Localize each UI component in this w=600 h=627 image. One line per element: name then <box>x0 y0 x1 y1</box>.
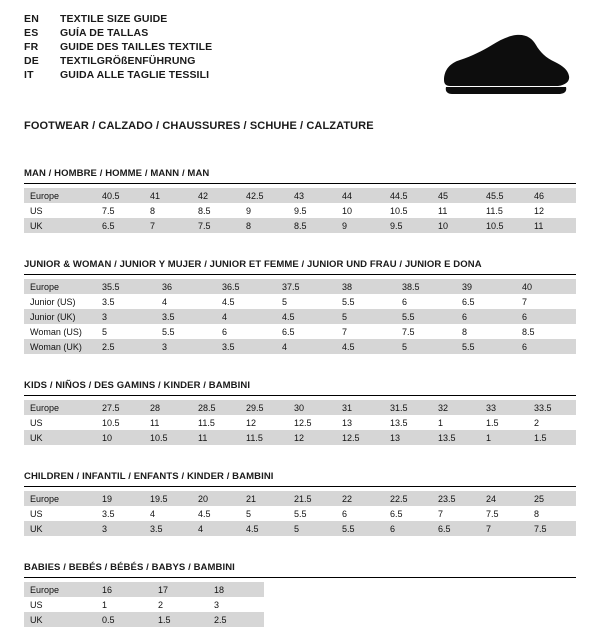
size-cell: 5 <box>336 309 396 324</box>
language-row <box>24 28 212 42</box>
size-group <box>24 259 576 354</box>
size-cell: 5.5 <box>396 309 456 324</box>
size-cell: 27.5 <box>96 400 144 415</box>
size-cell: 3.5 <box>96 294 156 309</box>
language-title: GUIDA ALLE TAGLIE TESSILI <box>60 69 210 81</box>
size-group <box>24 562 576 627</box>
size-cell: 40 <box>516 279 576 294</box>
size-cell: 33.5 <box>528 400 576 415</box>
size-cell: 8.5 <box>516 324 576 339</box>
row-label: UK <box>24 430 96 445</box>
size-cell: 6 <box>516 309 576 324</box>
size-cell: 33 <box>480 400 528 415</box>
size-cell: 12 <box>240 415 288 430</box>
table-row <box>24 597 264 612</box>
size-cell: 25 <box>528 491 576 506</box>
size-group-title: CHILDREN / INFANTIL / ENFANTS / KINDER / BAMBINI <box>24 471 576 487</box>
row-label: Woman (UK) <box>24 339 96 354</box>
table-row <box>24 203 576 218</box>
size-cell: 6.5 <box>432 521 480 536</box>
category-title: FOOTWEAR / CALZADO / CHAUSSURES / SCHUHE / CALZATURE <box>24 120 374 132</box>
row-label: US <box>24 415 96 430</box>
size-cell: 42 <box>192 188 240 203</box>
size-cell: 5 <box>288 521 336 536</box>
size-cell: 13 <box>384 430 432 445</box>
size-cell: 11 <box>144 415 192 430</box>
size-cell: 31.5 <box>384 400 432 415</box>
size-cell: 39 <box>456 279 516 294</box>
size-cell: 3.5 <box>144 521 192 536</box>
size-cell: 5.5 <box>336 294 396 309</box>
table-row <box>24 430 576 445</box>
size-cell: 17 <box>152 582 208 597</box>
size-cell: 9 <box>240 203 288 218</box>
size-cell: 4 <box>144 506 192 521</box>
language-code: ES <box>24 27 39 39</box>
size-cell: 0.5 <box>96 612 152 627</box>
size-cell: 18 <box>208 582 264 597</box>
size-cell: 7 <box>336 324 396 339</box>
size-cell: 9 <box>336 218 384 233</box>
size-cell: 35.5 <box>96 279 156 294</box>
size-cell: 3.5 <box>96 506 144 521</box>
table-row <box>24 582 264 597</box>
size-cell: 40.5 <box>96 188 144 203</box>
size-cell: 10 <box>336 203 384 218</box>
table-row <box>24 294 576 309</box>
size-cell: 3.5 <box>156 309 216 324</box>
size-cell: 12.5 <box>288 415 336 430</box>
table-row <box>24 324 576 339</box>
language-code: EN <box>24 13 39 25</box>
size-cell: 12.5 <box>336 430 384 445</box>
size-cell: 5.5 <box>156 324 216 339</box>
table-row <box>24 309 576 324</box>
language-code: IT <box>24 69 34 81</box>
size-cell: 7.5 <box>528 521 576 536</box>
size-cell: 22 <box>336 491 384 506</box>
size-cell: 1 <box>432 415 480 430</box>
size-cell: 38 <box>336 279 396 294</box>
size-group-title: BABIES / BEBÉS / BÉBÉS / BABYS / BAMBINI <box>24 562 576 578</box>
size-cell: 7 <box>516 294 576 309</box>
row-label: UK <box>24 612 96 627</box>
size-cell: 21 <box>240 491 288 506</box>
size-cell: 7.5 <box>396 324 456 339</box>
size-cell: 7 <box>144 218 192 233</box>
row-label: Europe <box>24 582 96 597</box>
row-label: Junior (US) <box>24 294 96 309</box>
size-cell: 5 <box>276 294 336 309</box>
size-cell: 1 <box>480 430 528 445</box>
table-row <box>24 218 576 233</box>
size-group-title: JUNIOR & WOMAN / JUNIOR Y MUJER / JUNIOR ET FEMME / JUNIOR UND FRAU / JUNIOR E DONA <box>24 259 576 275</box>
size-cell: 10.5 <box>96 415 144 430</box>
language-row <box>24 42 212 56</box>
size-cell: 6.5 <box>276 324 336 339</box>
size-cell: 8.5 <box>288 218 336 233</box>
size-cell: 10 <box>96 430 144 445</box>
size-cell: 21.5 <box>288 491 336 506</box>
row-label: UK <box>24 218 96 233</box>
language-title-list-body <box>24 14 212 84</box>
row-label: Woman (US) <box>24 324 96 339</box>
size-cell: 30 <box>288 400 336 415</box>
language-title: TEXTILGRÖßENFÜHRUNG <box>60 55 196 67</box>
size-groups <box>24 168 576 627</box>
size-cell: 6 <box>396 294 456 309</box>
size-cell: 5.5 <box>336 521 384 536</box>
size-table <box>24 491 576 536</box>
size-cell: 8 <box>528 506 576 521</box>
size-table <box>24 188 576 233</box>
size-cell: 37.5 <box>276 279 336 294</box>
size-cell: 5 <box>240 506 288 521</box>
language-code: FR <box>24 41 39 53</box>
size-cell: 22.5 <box>384 491 432 506</box>
size-cell: 4.5 <box>336 339 396 354</box>
table-row <box>24 339 576 354</box>
size-cell: 4.5 <box>192 506 240 521</box>
size-cell: 6 <box>336 506 384 521</box>
size-cell: 10.5 <box>480 218 528 233</box>
size-cell: 44.5 <box>384 188 432 203</box>
size-cell: 41 <box>144 188 192 203</box>
size-cell: 8 <box>240 218 288 233</box>
language-row <box>24 70 212 84</box>
size-cell: 45 <box>432 188 480 203</box>
size-cell: 5 <box>96 324 156 339</box>
size-cell: 11 <box>432 203 480 218</box>
size-cell: 2.5 <box>96 339 156 354</box>
size-cell: 46 <box>528 188 576 203</box>
size-cell: 3.5 <box>216 339 276 354</box>
language-row <box>24 56 212 70</box>
size-cell: 11.5 <box>480 203 528 218</box>
size-cell: 45.5 <box>480 188 528 203</box>
page-header <box>24 14 576 104</box>
size-cell: 11.5 <box>192 415 240 430</box>
size-cell: 3 <box>96 309 156 324</box>
size-cell: 32 <box>432 400 480 415</box>
size-cell: 1.5 <box>152 612 208 627</box>
size-table <box>24 400 576 445</box>
language-title: GUIDE DES TAILLES TEXTILE <box>60 41 213 53</box>
size-cell: 4.5 <box>240 521 288 536</box>
size-cell: 5.5 <box>456 339 516 354</box>
size-cell: 4 <box>276 339 336 354</box>
table-row <box>24 612 264 627</box>
size-cell: 6 <box>516 339 576 354</box>
size-group <box>24 168 576 233</box>
table-row <box>24 506 576 521</box>
size-cell: 19.5 <box>144 491 192 506</box>
table-row <box>24 188 576 203</box>
size-cell: 1.5 <box>528 430 576 445</box>
size-cell: 12 <box>528 203 576 218</box>
language-title: TEXTILE SIZE GUIDE <box>60 13 168 25</box>
size-cell: 6.5 <box>96 218 144 233</box>
table-row <box>24 521 576 536</box>
language-title-list <box>24 14 212 84</box>
size-cell: 23.5 <box>432 491 480 506</box>
size-cell: 11.5 <box>240 430 288 445</box>
size-cell: 11 <box>192 430 240 445</box>
size-cell: 10 <box>432 218 480 233</box>
size-cell: 7.5 <box>96 203 144 218</box>
row-label: Europe <box>24 279 96 294</box>
size-cell: 7.5 <box>480 506 528 521</box>
size-cell: 4 <box>156 294 216 309</box>
size-cell: 3 <box>156 339 216 354</box>
size-cell: 42.5 <box>240 188 288 203</box>
size-cell: 13.5 <box>384 415 432 430</box>
size-cell: 31 <box>336 400 384 415</box>
size-cell: 9.5 <box>384 218 432 233</box>
size-cell: 8 <box>456 324 516 339</box>
table-row <box>24 279 576 294</box>
size-cell: 29.5 <box>240 400 288 415</box>
size-cell: 2.5 <box>208 612 264 627</box>
size-cell: 12 <box>288 430 336 445</box>
size-cell: 20 <box>192 491 240 506</box>
size-group <box>24 380 576 445</box>
size-cell: 3 <box>96 521 144 536</box>
size-cell: 6 <box>384 521 432 536</box>
size-cell: 36 <box>156 279 216 294</box>
size-cell: 9.5 <box>288 203 336 218</box>
row-label: US <box>24 506 96 521</box>
size-cell: 7.5 <box>192 218 240 233</box>
size-cell: 36.5 <box>216 279 276 294</box>
row-label: US <box>24 597 96 612</box>
table-row <box>24 400 576 415</box>
size-table <box>24 582 264 627</box>
size-cell: 16 <box>96 582 152 597</box>
size-cell: 3 <box>208 597 264 612</box>
size-cell: 4 <box>192 521 240 536</box>
size-cell: 7 <box>480 521 528 536</box>
size-cell: 6.5 <box>384 506 432 521</box>
size-table <box>24 279 576 354</box>
size-cell: 10.5 <box>144 430 192 445</box>
size-cell: 19 <box>96 491 144 506</box>
size-cell: 8 <box>144 203 192 218</box>
size-cell: 24 <box>480 491 528 506</box>
size-cell: 13.5 <box>432 430 480 445</box>
size-cell: 1 <box>96 597 152 612</box>
size-cell: 6.5 <box>456 294 516 309</box>
dress-shoe-icon <box>380 34 570 106</box>
row-label: Europe <box>24 188 96 203</box>
size-group <box>24 471 576 536</box>
size-group-title: MAN / HOMBRE / HOMME / MANN / MAN <box>24 168 576 184</box>
size-cell: 2 <box>152 597 208 612</box>
size-cell: 43 <box>288 188 336 203</box>
size-cell: 13 <box>336 415 384 430</box>
table-row <box>24 491 576 506</box>
row-label: Europe <box>24 491 96 506</box>
language-title: GUÍA DE TALLAS <box>60 27 149 39</box>
size-cell: 4 <box>216 309 276 324</box>
row-label: Junior (UK) <box>24 309 96 324</box>
size-cell: 4.5 <box>216 294 276 309</box>
size-cell: 5.5 <box>288 506 336 521</box>
row-label: UK <box>24 521 96 536</box>
table-row <box>24 415 576 430</box>
size-cell: 4.5 <box>276 309 336 324</box>
size-group-title: KIDS / NIÑOS / DES GAMINS / KINDER / BAMBINI <box>24 380 576 396</box>
row-label: US <box>24 203 96 218</box>
size-cell: 8.5 <box>192 203 240 218</box>
language-code: DE <box>24 55 39 67</box>
size-cell: 6 <box>216 324 276 339</box>
size-cell: 28 <box>144 400 192 415</box>
row-label: Europe <box>24 400 96 415</box>
size-cell: 10.5 <box>384 203 432 218</box>
size-cell: 44 <box>336 188 384 203</box>
size-cell: 11 <box>528 218 576 233</box>
size-cell: 38.5 <box>396 279 456 294</box>
size-cell: 5 <box>396 339 456 354</box>
size-cell: 28.5 <box>192 400 240 415</box>
size-cell: 1.5 <box>480 415 528 430</box>
size-cell: 6 <box>456 309 516 324</box>
size-cell: 2 <box>528 415 576 430</box>
language-row <box>24 14 212 28</box>
size-cell: 7 <box>432 506 480 521</box>
